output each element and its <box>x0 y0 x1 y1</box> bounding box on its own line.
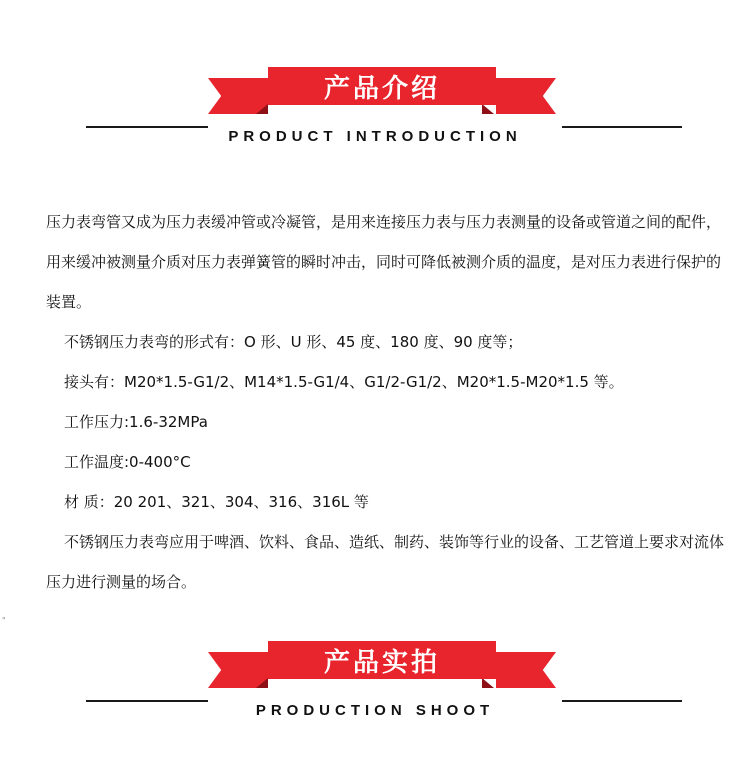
section-title: 产品实拍 <box>323 647 440 678</box>
material-line: 材 质：20 201、321、304、316、316L 等 <box>64 493 369 511</box>
ribbon-fold-right <box>482 104 494 114</box>
pressure-line: 工作压力:1.6-32MPa <box>64 413 208 431</box>
description-paragraph: 压力表弯管又成为压力表缓冲管或冷凝管，是用来连接压力表与压力表测量的设备或管道之间的配件，用来缓冲被测量介质对压力表弹簧管的瞬时冲击，同时可降低被测介质的温度，是对压力表进行保护的装置。 <box>46 213 722 311</box>
application-paragraph: 不锈钢压力表弯应用于啤酒、饮料、食品、造纸、制药、装饰等行业的设备、工艺管道上要求对流体压力进行测量的场合。 <box>46 533 725 591</box>
ribbon-tail-left <box>208 78 268 114</box>
margin-mark: " <box>2 616 6 625</box>
ribbon-fold-right <box>482 678 494 688</box>
ribbon-tail-right <box>496 78 556 114</box>
section-subtitle: PRODUCT INTRODUCTION <box>228 128 522 145</box>
ribbon-banner <box>268 641 496 679</box>
ribbon-banner <box>268 67 496 105</box>
section-header-shoot <box>0 638 750 728</box>
forms-line: 不锈钢压力表弯的形式有：O 形、U 形、45 度、180 度、90 度等； <box>64 333 523 351</box>
section-header-intro <box>0 64 750 154</box>
product-description <box>46 202 726 602</box>
section-title: 产品介绍 <box>323 73 440 104</box>
temperature-line: 工作温度:0-400°C <box>64 453 191 471</box>
joints-line: 接头有：M20*1.5-G1/2、M14*1.5-G1/4、G1/2-G1/2、M20*1.5-M20*1.5 等。 <box>64 373 624 391</box>
ribbon-tail-left <box>208 652 268 688</box>
section-subtitle: PRODUCTION SHOOT <box>255 702 495 719</box>
ribbon-tail-right <box>496 652 556 688</box>
